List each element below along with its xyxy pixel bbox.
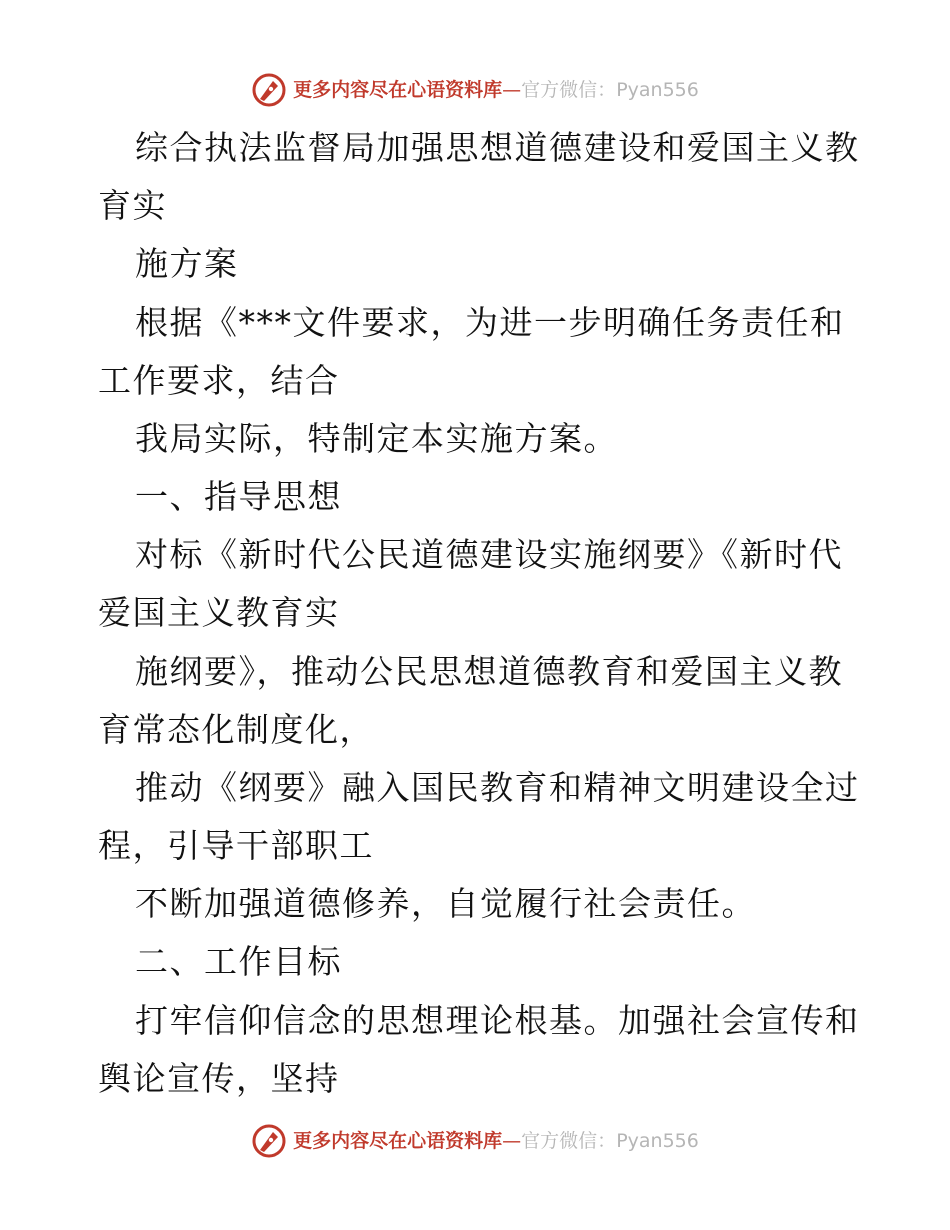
doc-line: 对标《新时代公民道德建设实施纲要》《新时代	[135, 535, 843, 574]
footer-banner	[0, 1121, 950, 1161]
doc-line: 推动《纲要》融入国民教育和精神文明建设全过	[135, 768, 860, 807]
banner-official-label: 官方微信：	[521, 1129, 617, 1152]
banner-separator: —	[502, 78, 522, 101]
header-banner	[0, 70, 950, 110]
doc-line: 爱国主义教育实	[98, 593, 340, 632]
section-heading: 一、指导思想	[135, 477, 342, 516]
doc-line: 综合执法监督局加强思想道德建设和爱国主义教	[135, 128, 860, 167]
banner-text	[293, 1129, 699, 1152]
banner-separator: —	[502, 1129, 522, 1152]
doc-line: 施方案	[135, 244, 239, 283]
doc-line: 施纲要》，推动公民思想道德教育和爱国主义教	[135, 652, 843, 691]
doc-line: 程，引导干部职工	[98, 826, 374, 865]
pen-nib-logo-icon	[251, 1123, 287, 1159]
pen-nib-logo-icon	[251, 72, 287, 108]
section-heading: 二、工作目标	[135, 942, 342, 981]
doc-line: 舆论宣传，坚持	[98, 1059, 340, 1098]
banner-main-text: 更多内容尽在心语资料库	[293, 78, 503, 101]
doc-line: 育常态化制度化，	[98, 710, 374, 749]
doc-line: 根据《***文件要求，为进一步明确任务责任和	[135, 303, 845, 342]
banner-official-label: 官方微信：	[521, 78, 617, 101]
doc-line: 不断加强道德修养，自觉履行社会责任。	[135, 884, 756, 923]
banner-main-text: 更多内容尽在心语资料库	[293, 1129, 503, 1152]
doc-line: 打牢信仰信念的思想理论根基。加强社会宣传和	[135, 1001, 860, 1040]
doc-line: 我局实际，特制定本实施方案。	[135, 419, 618, 458]
banner-wechat-id: Pyan556	[616, 1129, 699, 1152]
banner-wechat-id: Pyan556	[616, 78, 699, 101]
doc-line: 工作要求，结合	[98, 361, 340, 400]
banner-text	[293, 78, 699, 101]
doc-line: 育实	[98, 186, 167, 225]
